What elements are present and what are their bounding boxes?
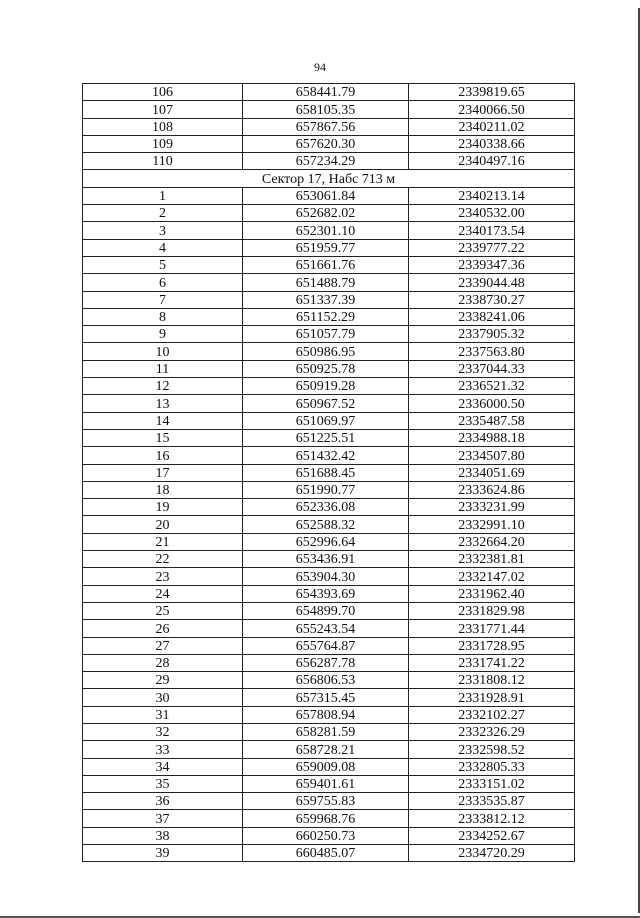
point-number-cell: 109 <box>83 135 243 152</box>
y-coordinate-cell: 2333231.99 <box>409 499 575 516</box>
x-coordinate-cell: 656287.78 <box>243 654 409 671</box>
point-number-cell: 106 <box>83 84 243 101</box>
table-row <box>83 741 575 758</box>
point-number-cell: 23 <box>83 568 243 585</box>
y-coordinate-cell: 2340532.00 <box>409 205 575 222</box>
x-coordinate-cell: 658281.59 <box>243 723 409 740</box>
point-number-cell: 28 <box>83 654 243 671</box>
point-number-cell: 11 <box>83 360 243 377</box>
point-number-cell: 32 <box>83 723 243 740</box>
x-coordinate-cell: 653436.91 <box>243 551 409 568</box>
table-row <box>83 256 575 273</box>
point-number-cell: 36 <box>83 793 243 810</box>
x-coordinate-cell: 651225.51 <box>243 429 409 446</box>
table-row <box>83 516 575 533</box>
x-coordinate-cell: 652336.08 <box>243 499 409 516</box>
y-coordinate-cell: 2340066.50 <box>409 101 575 118</box>
table-row <box>83 222 575 239</box>
point-number-cell: 26 <box>83 620 243 637</box>
point-number-cell: 6 <box>83 274 243 291</box>
y-coordinate-cell: 2337044.33 <box>409 360 575 377</box>
x-coordinate-cell: 650919.28 <box>243 378 409 395</box>
table-row <box>83 205 575 222</box>
table-row <box>83 343 575 360</box>
coordinates-table <box>82 83 575 862</box>
x-coordinate-cell: 651337.39 <box>243 291 409 308</box>
rows-after-section <box>83 187 575 862</box>
table-row <box>83 533 575 550</box>
point-number-cell: 3 <box>83 222 243 239</box>
table-row <box>83 378 575 395</box>
page-number: 94 <box>314 60 326 74</box>
section-header <box>83 170 575 187</box>
x-coordinate-cell: 651069.97 <box>243 412 409 429</box>
y-coordinate-cell: 2333535.87 <box>409 793 575 810</box>
point-number-cell: 22 <box>83 551 243 568</box>
x-coordinate-cell: 655764.87 <box>243 637 409 654</box>
point-number-cell: 27 <box>83 637 243 654</box>
y-coordinate-cell: 2339819.65 <box>409 84 575 101</box>
table-row <box>83 637 575 654</box>
table-row <box>83 706 575 723</box>
y-coordinate-cell: 2333151.02 <box>409 775 575 792</box>
x-coordinate-cell: 654393.69 <box>243 585 409 602</box>
x-coordinate-cell: 659968.76 <box>243 810 409 827</box>
y-coordinate-cell: 2332805.33 <box>409 758 575 775</box>
table-row <box>83 464 575 481</box>
point-number-cell: 25 <box>83 602 243 619</box>
point-number-cell: 9 <box>83 326 243 343</box>
table-row <box>83 429 575 446</box>
x-coordinate-cell: 651990.77 <box>243 481 409 498</box>
point-number-cell: 15 <box>83 429 243 446</box>
section-title: Сектор 17, Набс 713 м <box>83 170 575 187</box>
table-row <box>83 395 575 412</box>
y-coordinate-cell: 2334507.80 <box>409 447 575 464</box>
table-row <box>83 845 575 862</box>
table-row <box>83 308 575 325</box>
y-coordinate-cell: 2338730.27 <box>409 291 575 308</box>
table-row <box>83 551 575 568</box>
y-coordinate-cell: 2334252.67 <box>409 827 575 844</box>
x-coordinate-cell: 651661.76 <box>243 256 409 273</box>
point-number-cell: 16 <box>83 447 243 464</box>
y-coordinate-cell: 2331829.98 <box>409 602 575 619</box>
x-coordinate-cell: 651152.29 <box>243 308 409 325</box>
x-coordinate-cell: 651057.79 <box>243 326 409 343</box>
y-coordinate-cell: 2332991.10 <box>409 516 575 533</box>
point-number-cell: 1 <box>83 187 243 204</box>
table-row <box>83 585 575 602</box>
x-coordinate-cell: 652682.02 <box>243 205 409 222</box>
table-row <box>83 187 575 204</box>
table-row <box>83 723 575 740</box>
x-coordinate-cell: 658728.21 <box>243 741 409 758</box>
x-coordinate-cell: 659401.61 <box>243 775 409 792</box>
y-coordinate-cell: 2340213.14 <box>409 187 575 204</box>
point-number-cell: 35 <box>83 775 243 792</box>
table-row <box>83 291 575 308</box>
rows-before-section <box>83 84 575 170</box>
y-coordinate-cell: 2331928.91 <box>409 689 575 706</box>
point-number-cell: 37 <box>83 810 243 827</box>
point-number-cell: 19 <box>83 499 243 516</box>
table-row <box>83 602 575 619</box>
y-coordinate-cell: 2336000.50 <box>409 395 575 412</box>
point-number-cell: 8 <box>83 308 243 325</box>
section-header-row <box>83 170 575 187</box>
x-coordinate-cell: 660250.73 <box>243 827 409 844</box>
table-row <box>83 118 575 135</box>
y-coordinate-cell: 2332326.29 <box>409 723 575 740</box>
y-coordinate-cell: 2339044.48 <box>409 274 575 291</box>
x-coordinate-cell: 658441.79 <box>243 84 409 101</box>
point-number-cell: 29 <box>83 672 243 689</box>
x-coordinate-cell: 651432.42 <box>243 447 409 464</box>
point-number-cell: 13 <box>83 395 243 412</box>
x-coordinate-cell: 658105.35 <box>243 101 409 118</box>
y-coordinate-cell: 2336521.32 <box>409 378 575 395</box>
x-coordinate-cell: 652301.10 <box>243 222 409 239</box>
y-coordinate-cell: 2332664.20 <box>409 533 575 550</box>
point-number-cell: 10 <box>83 343 243 360</box>
table-row <box>83 568 575 585</box>
y-coordinate-cell: 2335487.58 <box>409 412 575 429</box>
y-coordinate-cell: 2331808.12 <box>409 672 575 689</box>
point-number-cell: 38 <box>83 827 243 844</box>
y-coordinate-cell: 2339347.36 <box>409 256 575 273</box>
x-coordinate-cell: 657234.29 <box>243 153 409 170</box>
x-coordinate-cell: 659755.83 <box>243 793 409 810</box>
y-coordinate-cell: 2332147.02 <box>409 568 575 585</box>
point-number-cell: 12 <box>83 378 243 395</box>
y-coordinate-cell: 2333812.12 <box>409 810 575 827</box>
y-coordinate-cell: 2331771.44 <box>409 620 575 637</box>
table-row <box>83 620 575 637</box>
y-coordinate-cell: 2339777.22 <box>409 239 575 256</box>
table-row <box>83 135 575 152</box>
point-number-cell: 21 <box>83 533 243 550</box>
table-row <box>83 239 575 256</box>
table-row <box>83 84 575 101</box>
point-number-cell: 20 <box>83 516 243 533</box>
table-row <box>83 481 575 498</box>
x-coordinate-cell: 655243.54 <box>243 620 409 637</box>
table-row <box>83 810 575 827</box>
table-row <box>83 412 575 429</box>
y-coordinate-cell: 2340211.02 <box>409 118 575 135</box>
point-number-cell: 33 <box>83 741 243 758</box>
x-coordinate-cell: 657620.30 <box>243 135 409 152</box>
y-coordinate-cell: 2340338.66 <box>409 135 575 152</box>
y-coordinate-cell: 2334988.18 <box>409 429 575 446</box>
x-coordinate-cell: 651488.79 <box>243 274 409 291</box>
x-coordinate-cell: 654899.70 <box>243 602 409 619</box>
point-number-cell: 107 <box>83 101 243 118</box>
point-number-cell: 5 <box>83 256 243 273</box>
point-number-cell: 31 <box>83 706 243 723</box>
y-coordinate-cell: 2332102.27 <box>409 706 575 723</box>
table-row <box>83 689 575 706</box>
y-coordinate-cell: 2340497.16 <box>409 153 575 170</box>
y-coordinate-cell: 2332381.81 <box>409 551 575 568</box>
x-coordinate-cell: 657867.56 <box>243 118 409 135</box>
x-coordinate-cell: 650967.52 <box>243 395 409 412</box>
x-coordinate-cell: 657315.45 <box>243 689 409 706</box>
point-number-cell: 4 <box>83 239 243 256</box>
table-row <box>83 672 575 689</box>
point-number-cell: 108 <box>83 118 243 135</box>
y-coordinate-cell: 2334720.29 <box>409 845 575 862</box>
x-coordinate-cell: 653904.30 <box>243 568 409 585</box>
point-number-cell: 7 <box>83 291 243 308</box>
x-coordinate-cell: 659009.08 <box>243 758 409 775</box>
point-number-cell: 2 <box>83 205 243 222</box>
x-coordinate-cell: 656806.53 <box>243 672 409 689</box>
table-row <box>83 153 575 170</box>
y-coordinate-cell: 2337563.80 <box>409 343 575 360</box>
x-coordinate-cell: 650986.95 <box>243 343 409 360</box>
y-coordinate-cell: 2332598.52 <box>409 741 575 758</box>
x-coordinate-cell: 657808.94 <box>243 706 409 723</box>
point-number-cell: 34 <box>83 758 243 775</box>
x-coordinate-cell: 651688.45 <box>243 464 409 481</box>
y-coordinate-cell: 2333624.86 <box>409 481 575 498</box>
table-row <box>83 274 575 291</box>
table-row <box>83 758 575 775</box>
point-number-cell: 39 <box>83 845 243 862</box>
table-row <box>83 827 575 844</box>
x-coordinate-cell: 652996.64 <box>243 533 409 550</box>
x-coordinate-cell: 652588.32 <box>243 516 409 533</box>
x-coordinate-cell: 660485.07 <box>243 845 409 862</box>
point-number-cell: 110 <box>83 153 243 170</box>
y-coordinate-cell: 2340173.54 <box>409 222 575 239</box>
x-coordinate-cell: 653061.84 <box>243 187 409 204</box>
point-number-cell: 18 <box>83 481 243 498</box>
table-row <box>83 793 575 810</box>
x-coordinate-cell: 650925.78 <box>243 360 409 377</box>
table-row <box>83 499 575 516</box>
table-row <box>83 360 575 377</box>
y-coordinate-cell: 2334051.69 <box>409 464 575 481</box>
y-coordinate-cell: 2337905.32 <box>409 326 575 343</box>
y-coordinate-cell: 2338241.06 <box>409 308 575 325</box>
table-row <box>83 447 575 464</box>
point-number-cell: 30 <box>83 689 243 706</box>
y-coordinate-cell: 2331728.95 <box>409 637 575 654</box>
table-row <box>83 101 575 118</box>
point-number-cell: 24 <box>83 585 243 602</box>
table-row <box>83 775 575 792</box>
point-number-cell: 17 <box>83 464 243 481</box>
y-coordinate-cell: 2331962.40 <box>409 585 575 602</box>
x-coordinate-cell: 651959.77 <box>243 239 409 256</box>
y-coordinate-cell: 2331741.22 <box>409 654 575 671</box>
point-number-cell: 14 <box>83 412 243 429</box>
table-row <box>83 326 575 343</box>
table-row <box>83 654 575 671</box>
